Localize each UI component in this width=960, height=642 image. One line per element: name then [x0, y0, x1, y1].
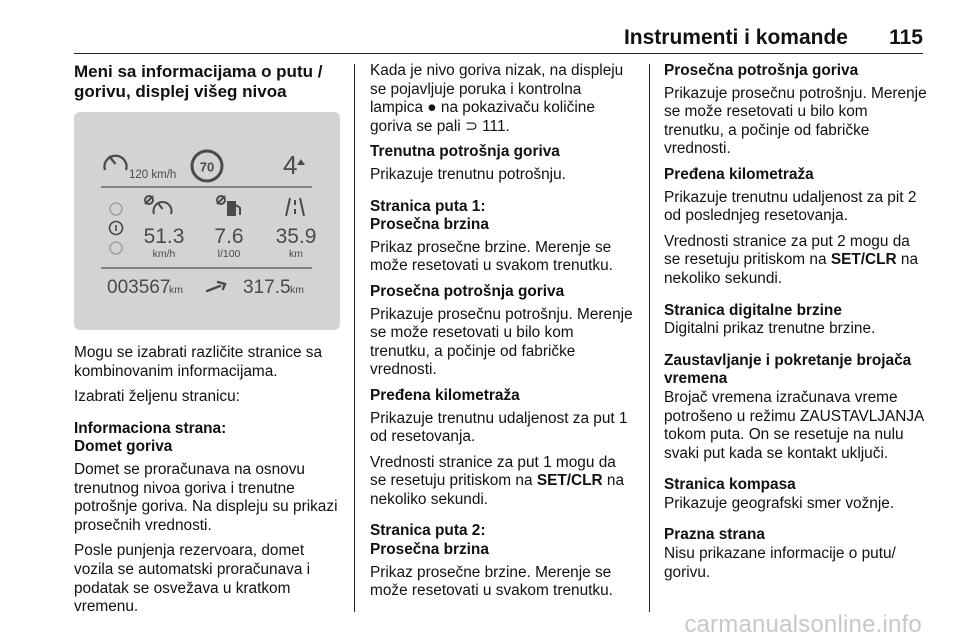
average-consumption-value: 7.6: [214, 225, 244, 248]
display-illustration: [74, 112, 340, 330]
paragraph: Kada je nivo goriva nizak, na displeju se pojavljuje poruka i kontrolna lampica ● na pokazivaču količine goriva se pali ⊃ 111.: [370, 62, 624, 135]
heading: Pređena kilometraža: [664, 165, 814, 183]
heading: Stranica kompasa: [664, 476, 796, 494]
page-header-title: Instrumenti i komande: [623, 26, 848, 49]
average-consumption-unit: l/100: [217, 248, 241, 260]
paragraph: Nisu prikazane informacije o putu/ gorivu.: [664, 545, 896, 581]
paragraph: [664, 233, 930, 289]
paragraph: [370, 454, 634, 510]
paragraph: Brojač vremena izračunava vreme potrošeno u režimu ZAUSTAVLJANJA tokom puta. On se resetuje na nulu svaki put kada se kontakt uključi.: [664, 388, 924, 462]
average-speed-unit: km/h: [152, 248, 176, 260]
paragraph: Prikaz prosečne brzine. Merenje se može resetovati u svakom trenutku.: [370, 238, 613, 275]
paragraph: Prikazuje trenutnu udaljenost za pit 2 od poslednjeg resetovanja.: [664, 188, 917, 225]
average-speed-icon: [145, 196, 172, 214]
paragraph: Domet se proračunava na osnovu trenutnog nivoa goriva i trenutne potrošnje goriva. Na displeju su prikazi prosečnih vrednosti.: [74, 460, 338, 534]
heading: Prazna strana: [664, 526, 765, 544]
gear-up-arrow-icon: [297, 159, 305, 165]
average-speed-value: 51.3: [143, 225, 185, 248]
text-run: na nekoliko sekundi.: [370, 472, 625, 508]
trip-1-icon: [110, 203, 122, 215]
heading: Informaciona strana:: [74, 419, 227, 437]
paragraph: Prikazuje trenutnu udaljenost za put 1 od resetovanja.: [370, 409, 628, 446]
trip-3-icon: [110, 242, 122, 254]
paragraph: Prikazuje prosečnu potrošnju. Merenje se može resetovati u bilo kom trenutku, a počinje od fabričke vrednosti.: [664, 84, 927, 158]
odometer-value: 003567: [107, 277, 171, 298]
paragraph: Digitalni prikaz trenutne brzine.: [664, 320, 876, 338]
heading: Prosečna potrošnja goriva: [664, 62, 859, 79]
header-rule: [74, 53, 923, 54]
paragraph: Izabrati željenu stranicu:: [74, 388, 240, 406]
speed-sign-value: 70: [199, 159, 215, 175]
column-divider-1: [354, 64, 355, 612]
column-1: [74, 62, 340, 617]
service-distance-unit: km: [290, 284, 304, 296]
average-consumption-icon: [217, 196, 240, 216]
paragraph: Prikazuje prosečnu potrošnju. Merenje se može resetovati u bilo kom trenutku, a počinje od fabričke vrednosti.: [370, 305, 633, 379]
watermark: carmanualsonline.info: [684, 611, 922, 638]
paragraph: Prikazuje trenutnu potrošnju.: [370, 165, 566, 183]
heading: Stranica puta 1:: [370, 197, 486, 215]
distance-value: 35.9: [275, 225, 317, 248]
heading: Stranica digitalne brzine: [664, 301, 842, 319]
section-title: Meni sa informacijama o putu / gorivu, displej višeg nivoa: [74, 62, 323, 101]
column-divider-2: [649, 64, 650, 612]
paragraph: Prikaz prosečne brzine. Merenje se može resetovati u svakom trenutku.: [370, 563, 613, 600]
heading: Domet goriva: [74, 438, 173, 456]
text-run: Vrednosti stranice za put 2 mogu da se resetuju pritiskom na: [664, 232, 910, 269]
heading: Zaustavljanje i pokretanje brojača vremena: [664, 351, 912, 388]
speed-limit-label: 120 km/h: [129, 169, 177, 181]
column-3: [664, 62, 930, 582]
heading: Prosečna brzina: [370, 216, 489, 234]
odometer-unit: km: [169, 284, 183, 296]
heading: Pređena kilometraža: [370, 386, 520, 404]
distance-unit: km: [289, 248, 303, 260]
paragraph: Posle punjenja rezervoara, domet vozila se automatski proračunava i podatak se osvežava u kratkom vremenu.: [74, 542, 311, 616]
paragraph: Prikazuje geografski smer vožnje.: [664, 494, 895, 512]
distance-road-icon: [286, 198, 304, 216]
page-number: 115: [889, 26, 923, 49]
driver-info-display-figure: [74, 112, 340, 330]
heading: Trenutna potrošnja goriva: [370, 143, 560, 161]
service-distance-value: 317.5: [243, 277, 291, 298]
text-run: na nekoliko sekundi.: [664, 251, 919, 287]
paragraph: Mogu se izabrati različite stranice sa kombinovanim informacijama.: [74, 344, 323, 380]
gear-indicator: 4: [283, 150, 298, 180]
wrench-icon: [207, 282, 225, 291]
speedometer-icon: [105, 156, 127, 170]
heading: Stranica puta 2:: [370, 522, 486, 540]
text-run: Vrednosti stranice za put 1 mogu da se resetuju pritiskom na: [370, 453, 616, 490]
button-reference: SET/CLR: [536, 472, 603, 490]
button-reference: SET/CLR: [830, 251, 897, 269]
heading: Prosečna brzina: [370, 541, 489, 559]
trip-2-icon: [110, 222, 123, 235]
column-2: [370, 62, 634, 601]
heading: Prosečna potrošnja goriva: [370, 282, 565, 300]
